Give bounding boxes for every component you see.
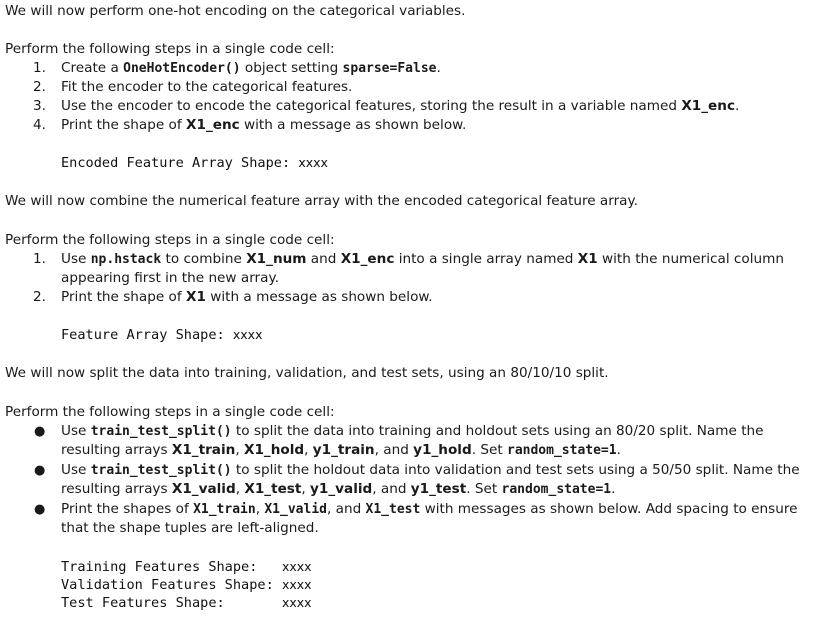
bullet-text-continued: resulting arrays X1_train, X1_hold, y1_train, and y1_hold. Set random_state=1. xyxy=(61,442,621,458)
bullet-icon: ● xyxy=(34,424,46,439)
step-text: Print the shape of X1_enc with a message as shown below. xyxy=(61,117,467,133)
section2-intro: We will now combine the numerical feature array with the encoded categorical feature array. xyxy=(5,193,638,209)
section2-lead: Perform the following steps in a single code cell: xyxy=(5,232,335,248)
step-number: 1. xyxy=(33,251,46,267)
step-number: 3. xyxy=(33,98,46,114)
step-text: Fit the encoder to the categorical features. xyxy=(61,79,353,95)
step-number: 2. xyxy=(33,79,46,95)
step-number: 1. xyxy=(33,60,46,76)
step-text: Create a OneHotEncoder() object setting sparse=False. xyxy=(61,60,441,76)
bullet-icon: ● xyxy=(34,463,46,478)
bullet-icon: ● xyxy=(34,502,46,517)
step-number: 4. xyxy=(33,117,46,133)
code-output: Feature Array Shape: xxxx xyxy=(61,327,263,343)
step-text: Print the shape of X1 with a message as shown below. xyxy=(61,289,433,305)
bullet-text: Use train_test_split() to split the holdout data into validation and test sets using a 50/50 split. Name the xyxy=(61,462,800,478)
bullet-text-continued: resulting arrays X1_valid, X1_test, y1_valid, and y1_test. Set random_state=1. xyxy=(61,481,616,497)
section1-lead: Perform the following steps in a single code cell: xyxy=(5,41,335,57)
step-text: Use the encoder to encode the categorical features, storing the result in a variable named X1_enc. xyxy=(61,98,740,114)
section3-lead: Perform the following steps in a single code cell: xyxy=(5,404,335,420)
bullet-text: Use train_test_split() to split the data into training and holdout sets using an 80/20 split. Name the xyxy=(61,423,764,439)
step-text: Use np.hstack to combine X1_num and X1_enc into a single array named X1 with the numerical column xyxy=(61,251,784,267)
bullet-text: Print the shapes of X1_train, X1_valid, and X1_test with messages as shown below. Add spacing to ensure xyxy=(61,501,798,517)
code-output: Encoded Feature Array Shape: xxxx xyxy=(61,155,328,171)
section3-intro: We will now split the data into training, validation, and test sets, using an 80/10/10 split. xyxy=(5,365,609,381)
step-number: 2. xyxy=(33,289,46,305)
code-output: Validation Features Shape: xxxx xyxy=(61,577,312,593)
step-text-continued: appearing first in the new array. xyxy=(61,270,279,286)
code-output: Test Features Shape: xxxx xyxy=(61,595,312,611)
section1-intro: We will now perform one-hot encoding on the categorical variables. xyxy=(5,3,466,19)
bullet-text-continued: that the shape tuples are left-aligned. xyxy=(61,520,319,536)
code-output: Training Features Shape: xxxx xyxy=(61,559,312,575)
